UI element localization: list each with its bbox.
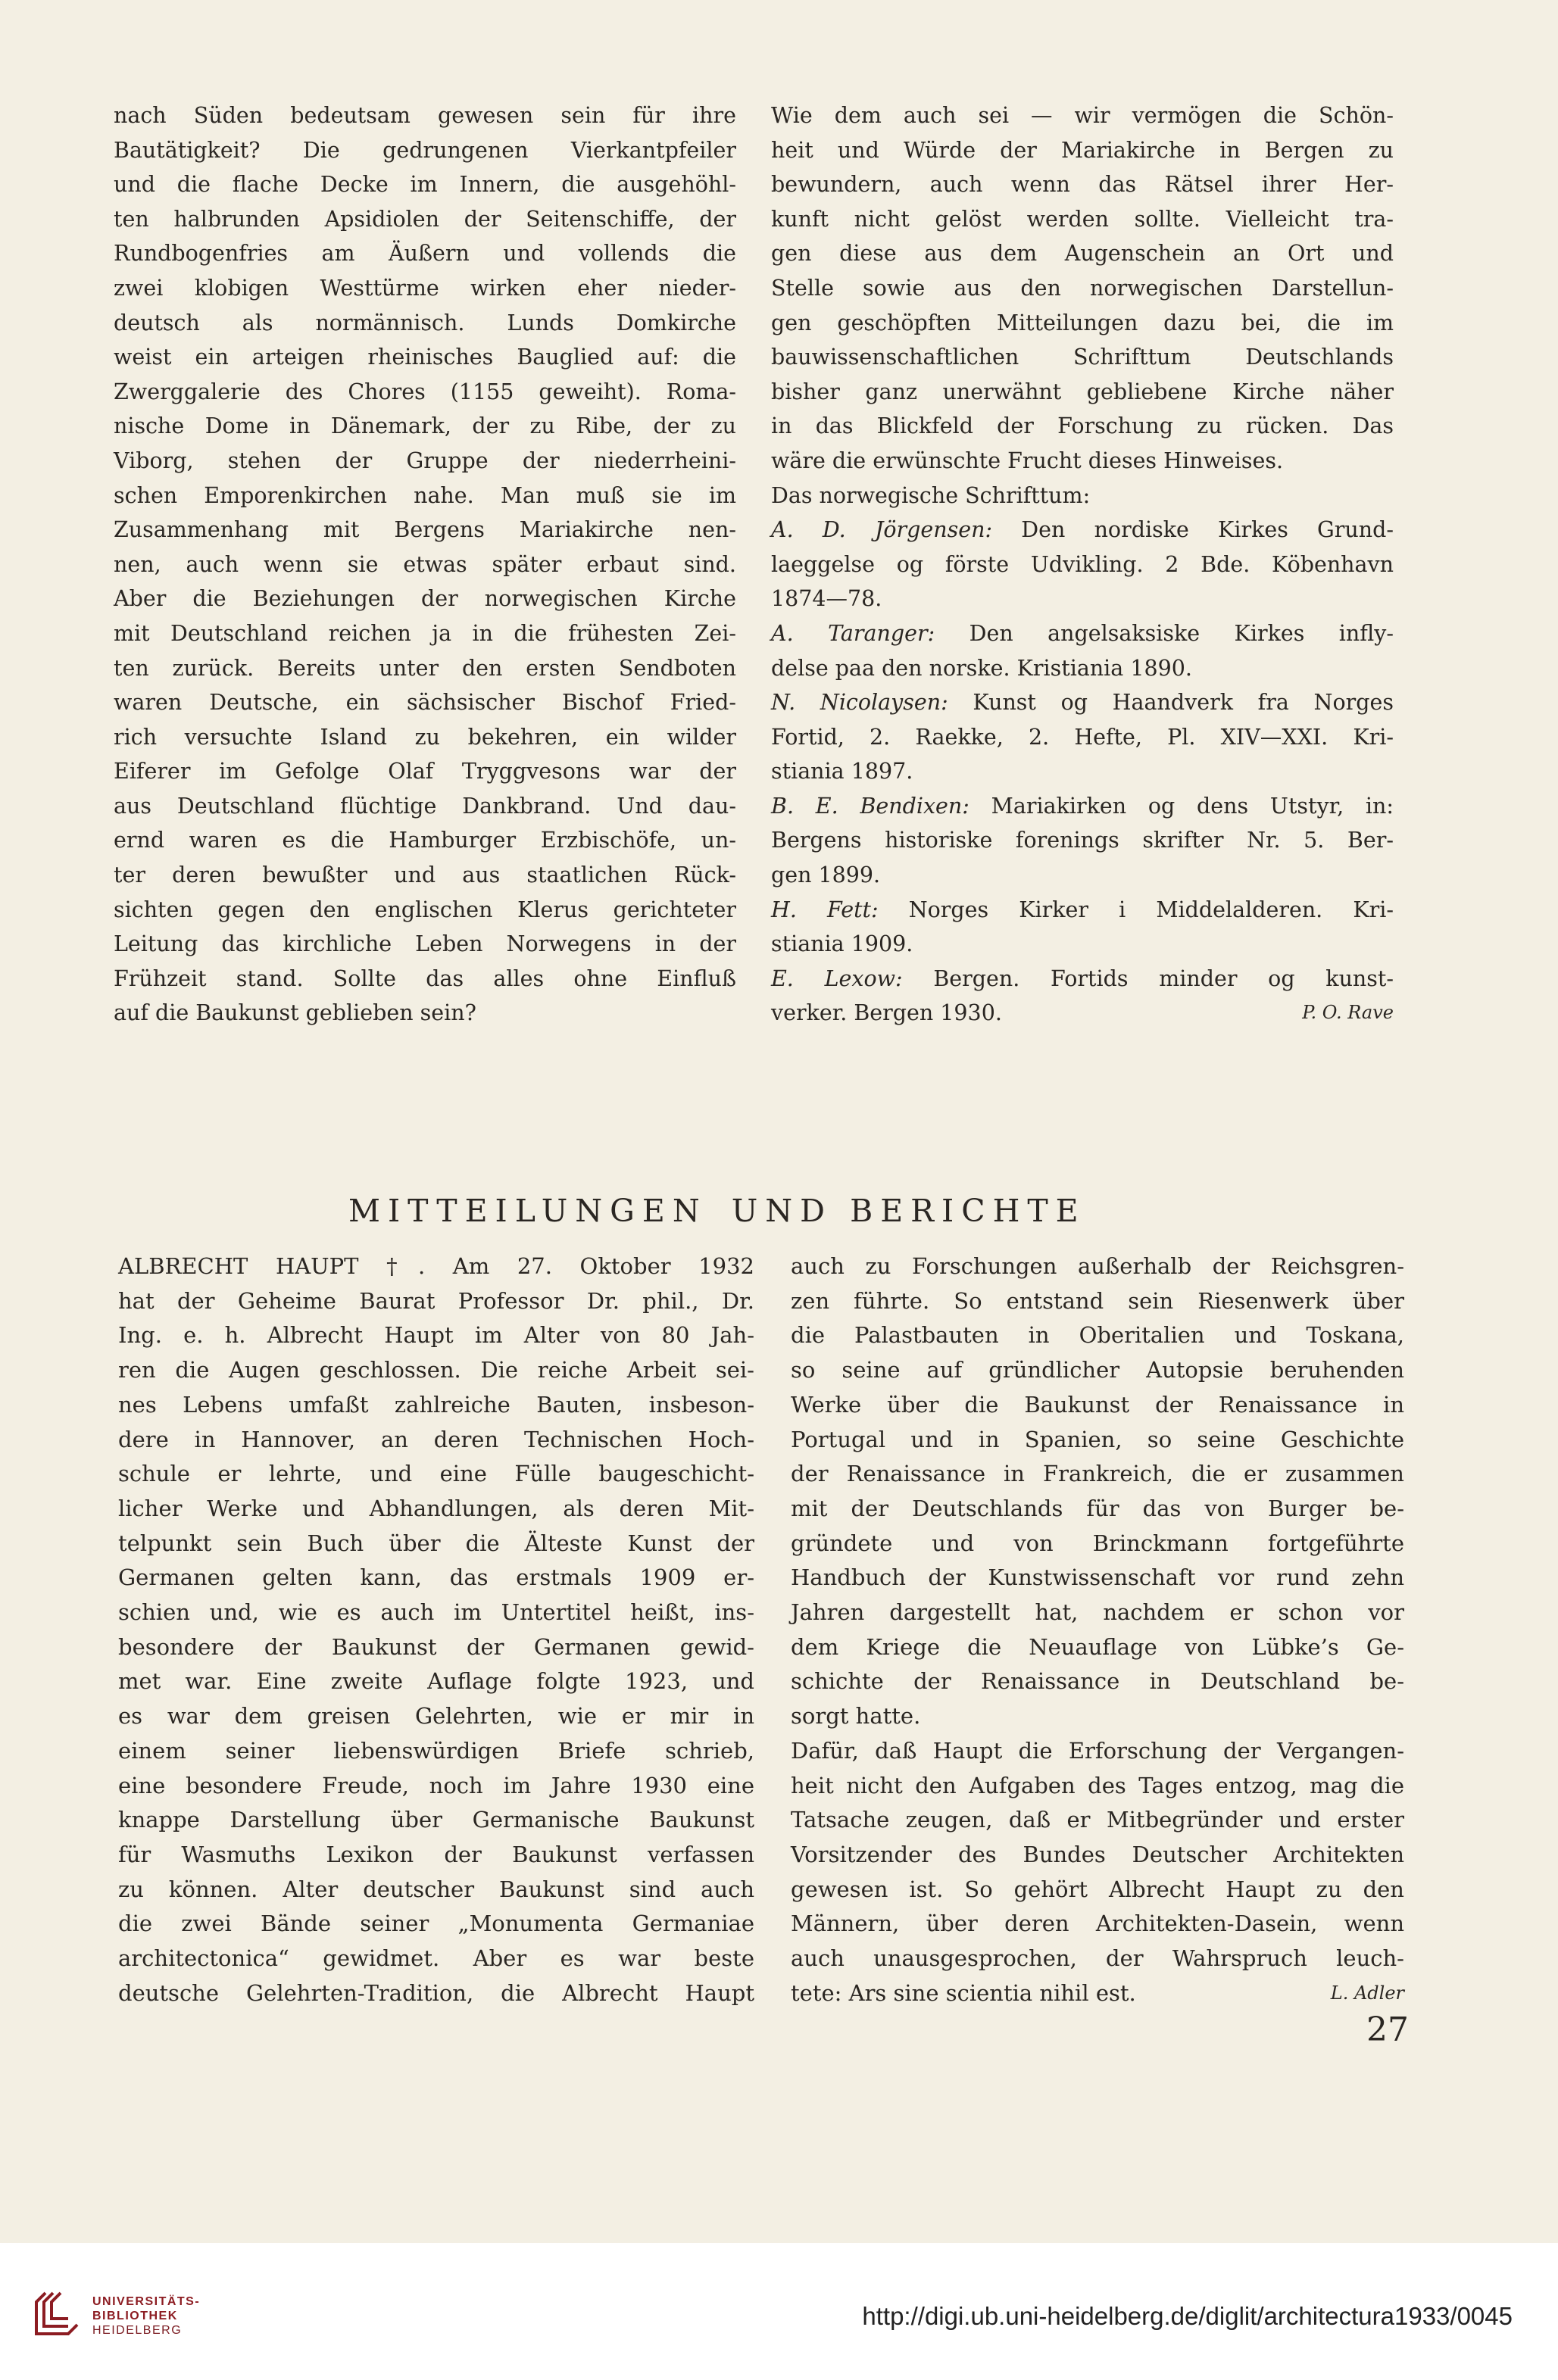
- text-line: besondere der Baukunst der Germanen gewid-: [118, 1633, 754, 1660]
- text-line: dem Kriege die Neuauflage von Lübke’s Ge-: [791, 1633, 1404, 1660]
- page-number: 27: [1366, 2010, 1409, 2049]
- bib-entry-1-end: 1874—78.: [771, 586, 882, 612]
- bib-author: A. D. Jörgensen:: [771, 517, 993, 543]
- text-line: zen führte. So entstand sein Riesenwerk über: [791, 1287, 1404, 1314]
- text-line: zwei klobigen Westtürme wirken eher nieder-: [114, 275, 736, 301]
- obituary-last-line: tete: Ars sine scientia nihil est. L. Adler: [791, 1976, 1404, 2011]
- text-line: heit und Würde der Mariakirche in Bergen zu: [771, 137, 1394, 163]
- bib-entry-6-end: verker. Bergen 1930. P. O. Rave: [771, 996, 1394, 1031]
- text-line: nes Lebens umfaßt zahlreiche Bauten, insbeson-: [118, 1391, 754, 1418]
- text-line: bewundern, auch wenn das Rätsel ihrer Her-: [771, 172, 1394, 198]
- text-line: ter deren bewußter und aus staatlichen Rück-: [114, 862, 736, 888]
- text-line: Ing. e. h. Albrecht Haupt im Alter von 80 Jah-: [118, 1322, 754, 1349]
- bib-entry-3: N. Nicolaysen: Kunst og Haandverk fra Norges: [771, 690, 1394, 716]
- bib-entry-2-end: delse paa den norske. Kristiania 1890.: [771, 655, 1192, 681]
- article-top-right-column: [771, 98, 1394, 1031]
- bib-entry-3-end: stiania 1897.: [771, 759, 913, 784]
- text-line: sorgt hatte.: [791, 1703, 921, 1730]
- text-line: nach Süden bedeutsam gewesen sein für ihre: [114, 103, 736, 128]
- text-line: Männern, über deren Architekten-Dasein, wenn: [791, 1911, 1404, 1937]
- text-line: Rundbogenfries am Äußern und vollends die: [114, 241, 736, 267]
- text-line: deutsch als normännisch. Lunds Domkirche: [114, 310, 736, 335]
- bib-author: B. E. Bendixen:: [771, 793, 969, 819]
- bib-entry-3-cont: Fortid, 2. Raekke, 2. Hefte, Pl. XIV—XXI. Kri-: [771, 724, 1394, 750]
- text-line: licher Werke und Abhandlungen, als deren Mit-: [118, 1495, 754, 1521]
- text-line: knappe Darstellung über Germanische Baukunst: [118, 1807, 754, 1833]
- text-line: Wie dem auch sei — wir vermögen die Schön-: [771, 103, 1394, 128]
- text-line: Leitung das kirchliche Leben Norwegens in der: [114, 931, 736, 957]
- text-line: zu können. Alter deutscher Baukunst sind auch: [118, 1876, 754, 1902]
- text-line: der Renaissance in Frankreich, die er zusammen: [791, 1461, 1404, 1487]
- text-line: Handbuch der Kunstwissenschaft vor rund zehn: [791, 1564, 1404, 1591]
- text-line: Werke über die Baukunst der Renaissance in: [791, 1391, 1404, 1418]
- text-line: ALBRECHT HAUPT †. Am 27. Oktober 1932: [118, 1253, 754, 1279]
- bib-entry-1-cont: laeggelse og förste Udvikling. 2 Bde. Köbenhavn: [771, 551, 1394, 577]
- source-url-link[interactable]: http://digi.ub.uni-heidelberg.de/diglit/architectura1933/0045: [862, 2302, 1513, 2330]
- text-line: Zusammenhang mit Bergens Mariakirche nen-: [114, 517, 736, 543]
- text-line: met war. Eine zweite Auflage folgte 1923, und: [118, 1668, 754, 1695]
- text-line: ernd waren es die Hamburger Erzbischöfe, un-: [114, 828, 736, 853]
- text-line: dere in Hannover, an deren Technischen Hoch-: [118, 1426, 754, 1452]
- text-line: gewesen ist. So gehört Albrecht Haupt zu den: [791, 1876, 1404, 1902]
- text-line: auf die Baukunst geblieben sein?: [114, 1000, 476, 1026]
- bib-entry-5-end: stiania 1909.: [771, 931, 913, 957]
- author-signature: P. O. Rave: [1302, 1002, 1394, 1024]
- bib-entry-4-end: gen 1899.: [771, 862, 881, 888]
- bib-entry-2: A. Taranger: Den angelsaksiske Kirkes infly-: [771, 620, 1394, 646]
- text-line: auch zu Forschungen außerhalb der Reichsgren-: [791, 1253, 1404, 1279]
- text-line: hat der Geheime Baurat Professor Dr. phil., Dr.: [118, 1287, 754, 1314]
- text-line: ten zurück. Bereits unter den ersten Sendboten: [114, 655, 736, 681]
- text-line: für Wasmuths Lexikon der Baukunst verfassen: [118, 1841, 754, 1867]
- obituary-left-column: [118, 1249, 754, 2010]
- text-line: nen, auch wenn sie etwas später erbaut sind.: [114, 551, 736, 577]
- text-line: schien und, wie es auch im Untertitel heißt, ins-: [118, 1599, 754, 1626]
- library-name: UNIVERSITÄTS- BIBLIOTHEK HEIDELBERG: [92, 2295, 201, 2337]
- bib-author: E. Lexow:: [771, 965, 903, 991]
- text-line: Dafür, daß Haupt die Erforschung der Vergangen-: [791, 1737, 1404, 1764]
- text-line: gen diese aus dem Augenschein an Ort und: [771, 241, 1394, 267]
- text-line: es war dem greisen Gelehrten, wie er mir in: [118, 1703, 754, 1730]
- text-line: Viborg, stehen der Gruppe der niederrheini-: [114, 448, 736, 473]
- text-line: Aber die Beziehungen der norwegischen Kirche: [114, 586, 736, 612]
- text-line: mit der Deutschlands für das von Burger be-: [791, 1495, 1404, 1521]
- text-line: und die flache Decke im Innern, die ausgehöhl-: [114, 172, 736, 198]
- text-line: in das Blickfeld der Forschung zu rücken. Das: [771, 413, 1394, 439]
- text-line: Vorsitzender des Bundes Deutscher Architekten: [791, 1841, 1404, 1867]
- text-line: die zwei Bände seiner „Monumenta Germaniae: [118, 1911, 754, 1937]
- text-line: architectonica“ gewidmet. Aber es war beste: [118, 1945, 754, 1972]
- text-line: mit Deutschland reichen ja in die frühesten Zei-: [114, 620, 736, 646]
- bib-author: N. Nicolaysen:: [771, 690, 948, 716]
- bibliography-heading: Das norwegische Schrifttum:: [771, 482, 1091, 508]
- bib-author: A. Taranger:: [771, 620, 935, 646]
- text-line: schen Emporenkirchen nahe. Man muß sie im: [114, 482, 736, 508]
- text-line: gründete und von Brinckmann fortgeführte: [791, 1530, 1404, 1556]
- bib-entry-6: E. Lexow: Bergen. Fortids minder og kunst-: [771, 965, 1394, 991]
- text-line: nische Dome in Dänemark, der zu Ribe, der zu: [114, 413, 736, 439]
- text-line: Portugal und in Spanien, so seine Geschichte: [791, 1426, 1404, 1452]
- text-line: sichten gegen den englischen Klerus gerichteter: [114, 897, 736, 922]
- text-line: heit nicht den Aufgaben des Tages entzog, mag die: [791, 1772, 1404, 1798]
- text-line: Tatsache zeugen, daß er Mitbegründer und erster: [791, 1807, 1404, 1833]
- text-line: waren Deutsche, ein sächsischer Bischof Fried-: [114, 690, 736, 716]
- text-line: Stelle sowie aus den norwegischen Darstellun-: [771, 275, 1394, 301]
- section-heading: MITTEILUNGEN UND BERICHTE: [348, 1193, 1086, 1229]
- text-line: bisher ganz unerwähnt gebliebene Kirche näher: [771, 379, 1394, 404]
- text-line: schule er lehrte, und eine Fülle baugeschicht-: [118, 1461, 754, 1487]
- text-line: weist ein arteigen rheinisches Bauglied auf: die: [114, 345, 736, 370]
- bib-entry-1: A. D. Jörgensen: Den nordiske Kirkes Grund-: [771, 517, 1394, 543]
- article-top-left-column: [114, 98, 736, 1031]
- bib-entry-4: B. E. Bendixen: Mariakirken og dens Utstyr, in:: [771, 793, 1394, 819]
- text-line: Frühzeit stand. Sollte das alles ohne Einfluß: [114, 965, 736, 991]
- text-line: auch unausgesprochen, der Wahrspruch leuch-: [791, 1945, 1404, 1972]
- closing-paragraph: [771, 98, 1394, 479]
- text-line: telpunkt sein Buch über die Älteste Kunst der: [118, 1530, 754, 1556]
- text-line: schichte der Renaissance in Deutschland be-: [791, 1668, 1404, 1695]
- text-line: kunft nicht gelöst werden sollte. Vielleicht tra-: [771, 206, 1394, 232]
- text-line: bauwissenschaftlichen Schrifttum Deutschlands: [771, 345, 1394, 370]
- bib-entry-4-cont: Bergens historiske forenings skrifter Nr. 5. Ber-: [771, 828, 1394, 853]
- text-line: die Palastbauten in Oberitalien und Toskana,: [791, 1322, 1404, 1349]
- obituary-paragraph-2: [791, 1734, 1404, 1976]
- bib-entry-5: H. Fett: Norges Kirker i Middelalderen. Kri-: [771, 897, 1394, 922]
- text-line: aus Deutschland flüchtige Dankbrand. Und dau-: [114, 793, 736, 819]
- text-line: ten halbrunden Apsidiolen der Seitenschiffe, der: [114, 206, 736, 232]
- text-line: Eiferer im Gefolge Olaf Tryggvesons war der: [114, 759, 736, 784]
- text-line: so seine auf gründlicher Autopsie beruhenden: [791, 1357, 1404, 1383]
- text-line: Bautätigkeit? Die gedrungenen Vierkantpfeiler: [114, 137, 736, 163]
- text-line: Germanen gelten kann, das erstmals 1909 er-: [118, 1564, 754, 1591]
- obituary-right-column: [791, 1249, 1404, 2010]
- text-line: rich versuchte Island zu bekehren, ein wilder: [114, 724, 736, 750]
- author-signature: L. Adler: [1330, 1982, 1404, 2004]
- text-line: einem seiner liebenswürdigen Briefe schrieb,: [118, 1737, 754, 1764]
- text-line: wäre die erwünschte Frucht dieses Hinweises.: [771, 448, 1283, 473]
- text-line: Jahren dargestellt hat, nachdem er schon vor: [791, 1599, 1404, 1626]
- library-logo-icon: [30, 2287, 83, 2340]
- text-line: gen geschöpften Mitteilungen dazu bei, die im: [771, 310, 1394, 335]
- text-line: deutsche Gelehrten-Tradition, die Albrecht Haupt: [118, 1979, 754, 2006]
- bib-author: H. Fett:: [771, 897, 879, 922]
- text-line: eine besondere Freude, noch im Jahre 1930 eine: [118, 1772, 754, 1798]
- obituary-paragraph-1: [791, 1249, 1404, 1734]
- text-line: ren die Augen geschlossen. Die reiche Arbeit sei-: [118, 1357, 754, 1383]
- text-line: Zwerggalerie des Chores (1155 geweiht). Roma-: [114, 379, 736, 404]
